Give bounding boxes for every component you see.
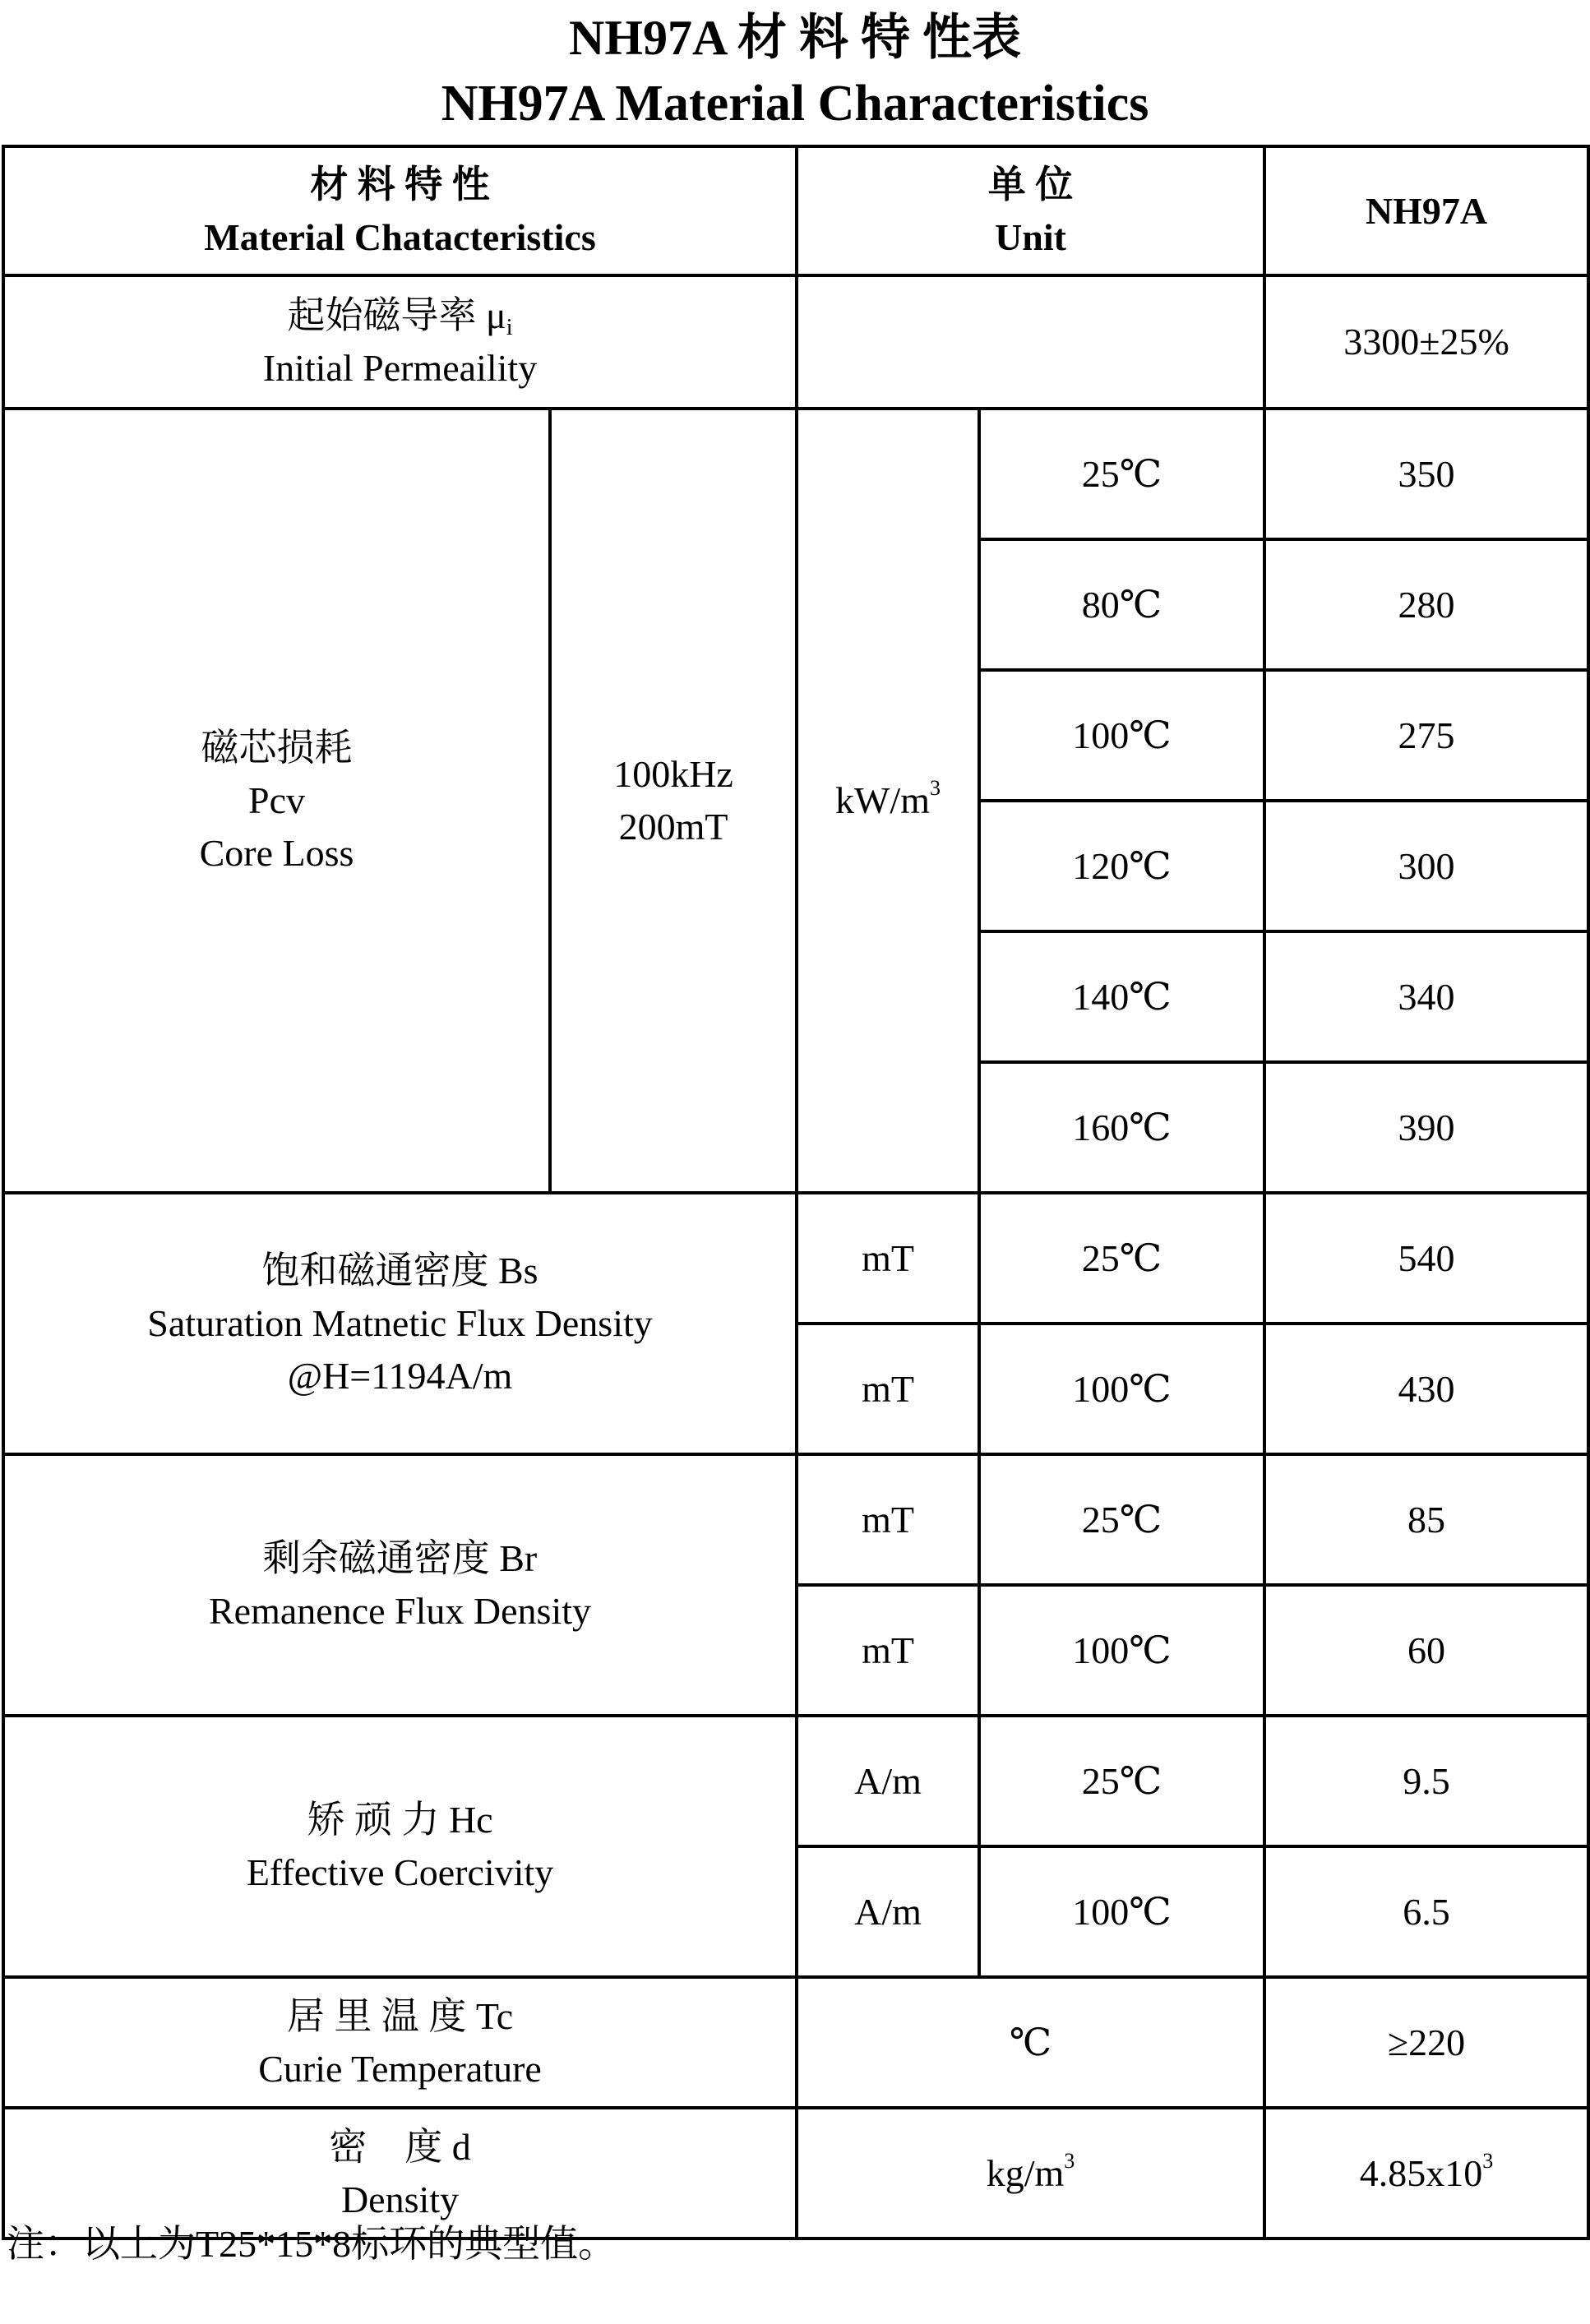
core-loss-value: 390 bbox=[1264, 1062, 1588, 1193]
header-row bbox=[3, 146, 1588, 275]
coercivity-value: 6.5 bbox=[1264, 1846, 1588, 1977]
core-loss-temp: 160℃ bbox=[979, 1062, 1264, 1193]
core-loss-label: 磁芯损耗 Pcv Core Loss bbox=[3, 409, 550, 1193]
coercivity-unit: A/m bbox=[797, 1846, 979, 1977]
core-loss-temp: 120℃ bbox=[979, 801, 1264, 931]
coercivity-value: 9.5 bbox=[1264, 1716, 1588, 1846]
saturation-temp: 100℃ bbox=[979, 1324, 1264, 1454]
saturation-unit: mT bbox=[797, 1324, 979, 1454]
density-label: 密 度 d Density bbox=[3, 2108, 797, 2239]
core-loss-temp: 140℃ bbox=[979, 931, 1264, 1062]
footnote: 注：以上为T25*15*8标环的典型值。 bbox=[7, 2223, 617, 2265]
coercivity-unit: A/m bbox=[797, 1716, 979, 1846]
permeability-unit bbox=[797, 275, 1264, 409]
coercivity-temp: 100℃ bbox=[979, 1846, 1264, 1977]
curie-row bbox=[3, 1977, 1588, 2108]
saturation-row bbox=[3, 1193, 1588, 1324]
remanence-value: 60 bbox=[1264, 1585, 1588, 1716]
remanence-row bbox=[3, 1454, 1588, 1585]
core-loss-value: 340 bbox=[1264, 931, 1588, 1062]
core-loss-value: 300 bbox=[1264, 801, 1588, 931]
title-chinese: NH97A 材 料 特 性表 bbox=[568, 11, 1022, 65]
coercivity-temp: 25℃ bbox=[979, 1716, 1264, 1846]
density-unit: $kg/m^3$ bbox=[797, 2108, 1264, 2239]
remanence-value: 85 bbox=[1264, 1454, 1588, 1585]
remanence-label: 剩余磁通密度 Br Remanence Flux Density bbox=[3, 1454, 797, 1716]
core-loss-temp: 80℃ bbox=[979, 539, 1264, 670]
core-loss-temp: 100℃ bbox=[979, 670, 1264, 801]
core-loss-value: 275 bbox=[1264, 670, 1588, 801]
remanence-unit: mT bbox=[797, 1454, 979, 1585]
core-loss-unit: $kW/m^3$ bbox=[797, 409, 979, 1193]
coercivity-label: 矫 顽 力 Hc Effective Coercivity bbox=[3, 1716, 797, 1977]
permeability-value: 3300±25% bbox=[1264, 275, 1588, 409]
curie-unit: ℃ bbox=[797, 1977, 1264, 2108]
coercivity-row bbox=[3, 1716, 1588, 1846]
permeability-label: 起始磁导率 $\mu_i$ Initial Permeaility bbox=[3, 275, 797, 409]
remanence-temp: 100℃ bbox=[979, 1585, 1264, 1716]
remanence-unit: mT bbox=[797, 1585, 979, 1716]
core-loss-row bbox=[3, 409, 1588, 539]
core-loss-condition: 100kHz 200mT bbox=[550, 409, 797, 1193]
header-material: NH97A bbox=[1264, 146, 1588, 275]
saturation-label: 饱和磁通密度 Bs Saturation Matnetic Flux Density @H=1194A/m bbox=[3, 1193, 797, 1454]
saturation-temp: 25℃ bbox=[979, 1193, 1264, 1324]
core-loss-value: 350 bbox=[1264, 409, 1588, 539]
header-characteristics: 材 料 特 性 Material Chatacteristics bbox=[3, 146, 797, 275]
core-loss-value: 280 bbox=[1264, 539, 1588, 670]
material-characteristics-table bbox=[2, 145, 1590, 2240]
saturation-value: 430 bbox=[1264, 1324, 1588, 1454]
curie-label: 居 里 温 度 Tc Curie Temperature bbox=[3, 1977, 797, 2108]
saturation-unit: mT bbox=[797, 1193, 979, 1324]
permeability-row bbox=[3, 275, 1588, 409]
core-loss-temp: 25℃ bbox=[979, 409, 1264, 539]
header-unit: 单 位 Unit bbox=[797, 146, 1264, 275]
remanence-temp: 25℃ bbox=[979, 1454, 1264, 1585]
saturation-value: 540 bbox=[1264, 1193, 1588, 1324]
density-value: $4.85x10^3$ bbox=[1264, 2108, 1588, 2239]
title-english: NH97A Material Characteristics bbox=[441, 76, 1149, 132]
curie-value: ≥220 bbox=[1264, 1977, 1588, 2108]
